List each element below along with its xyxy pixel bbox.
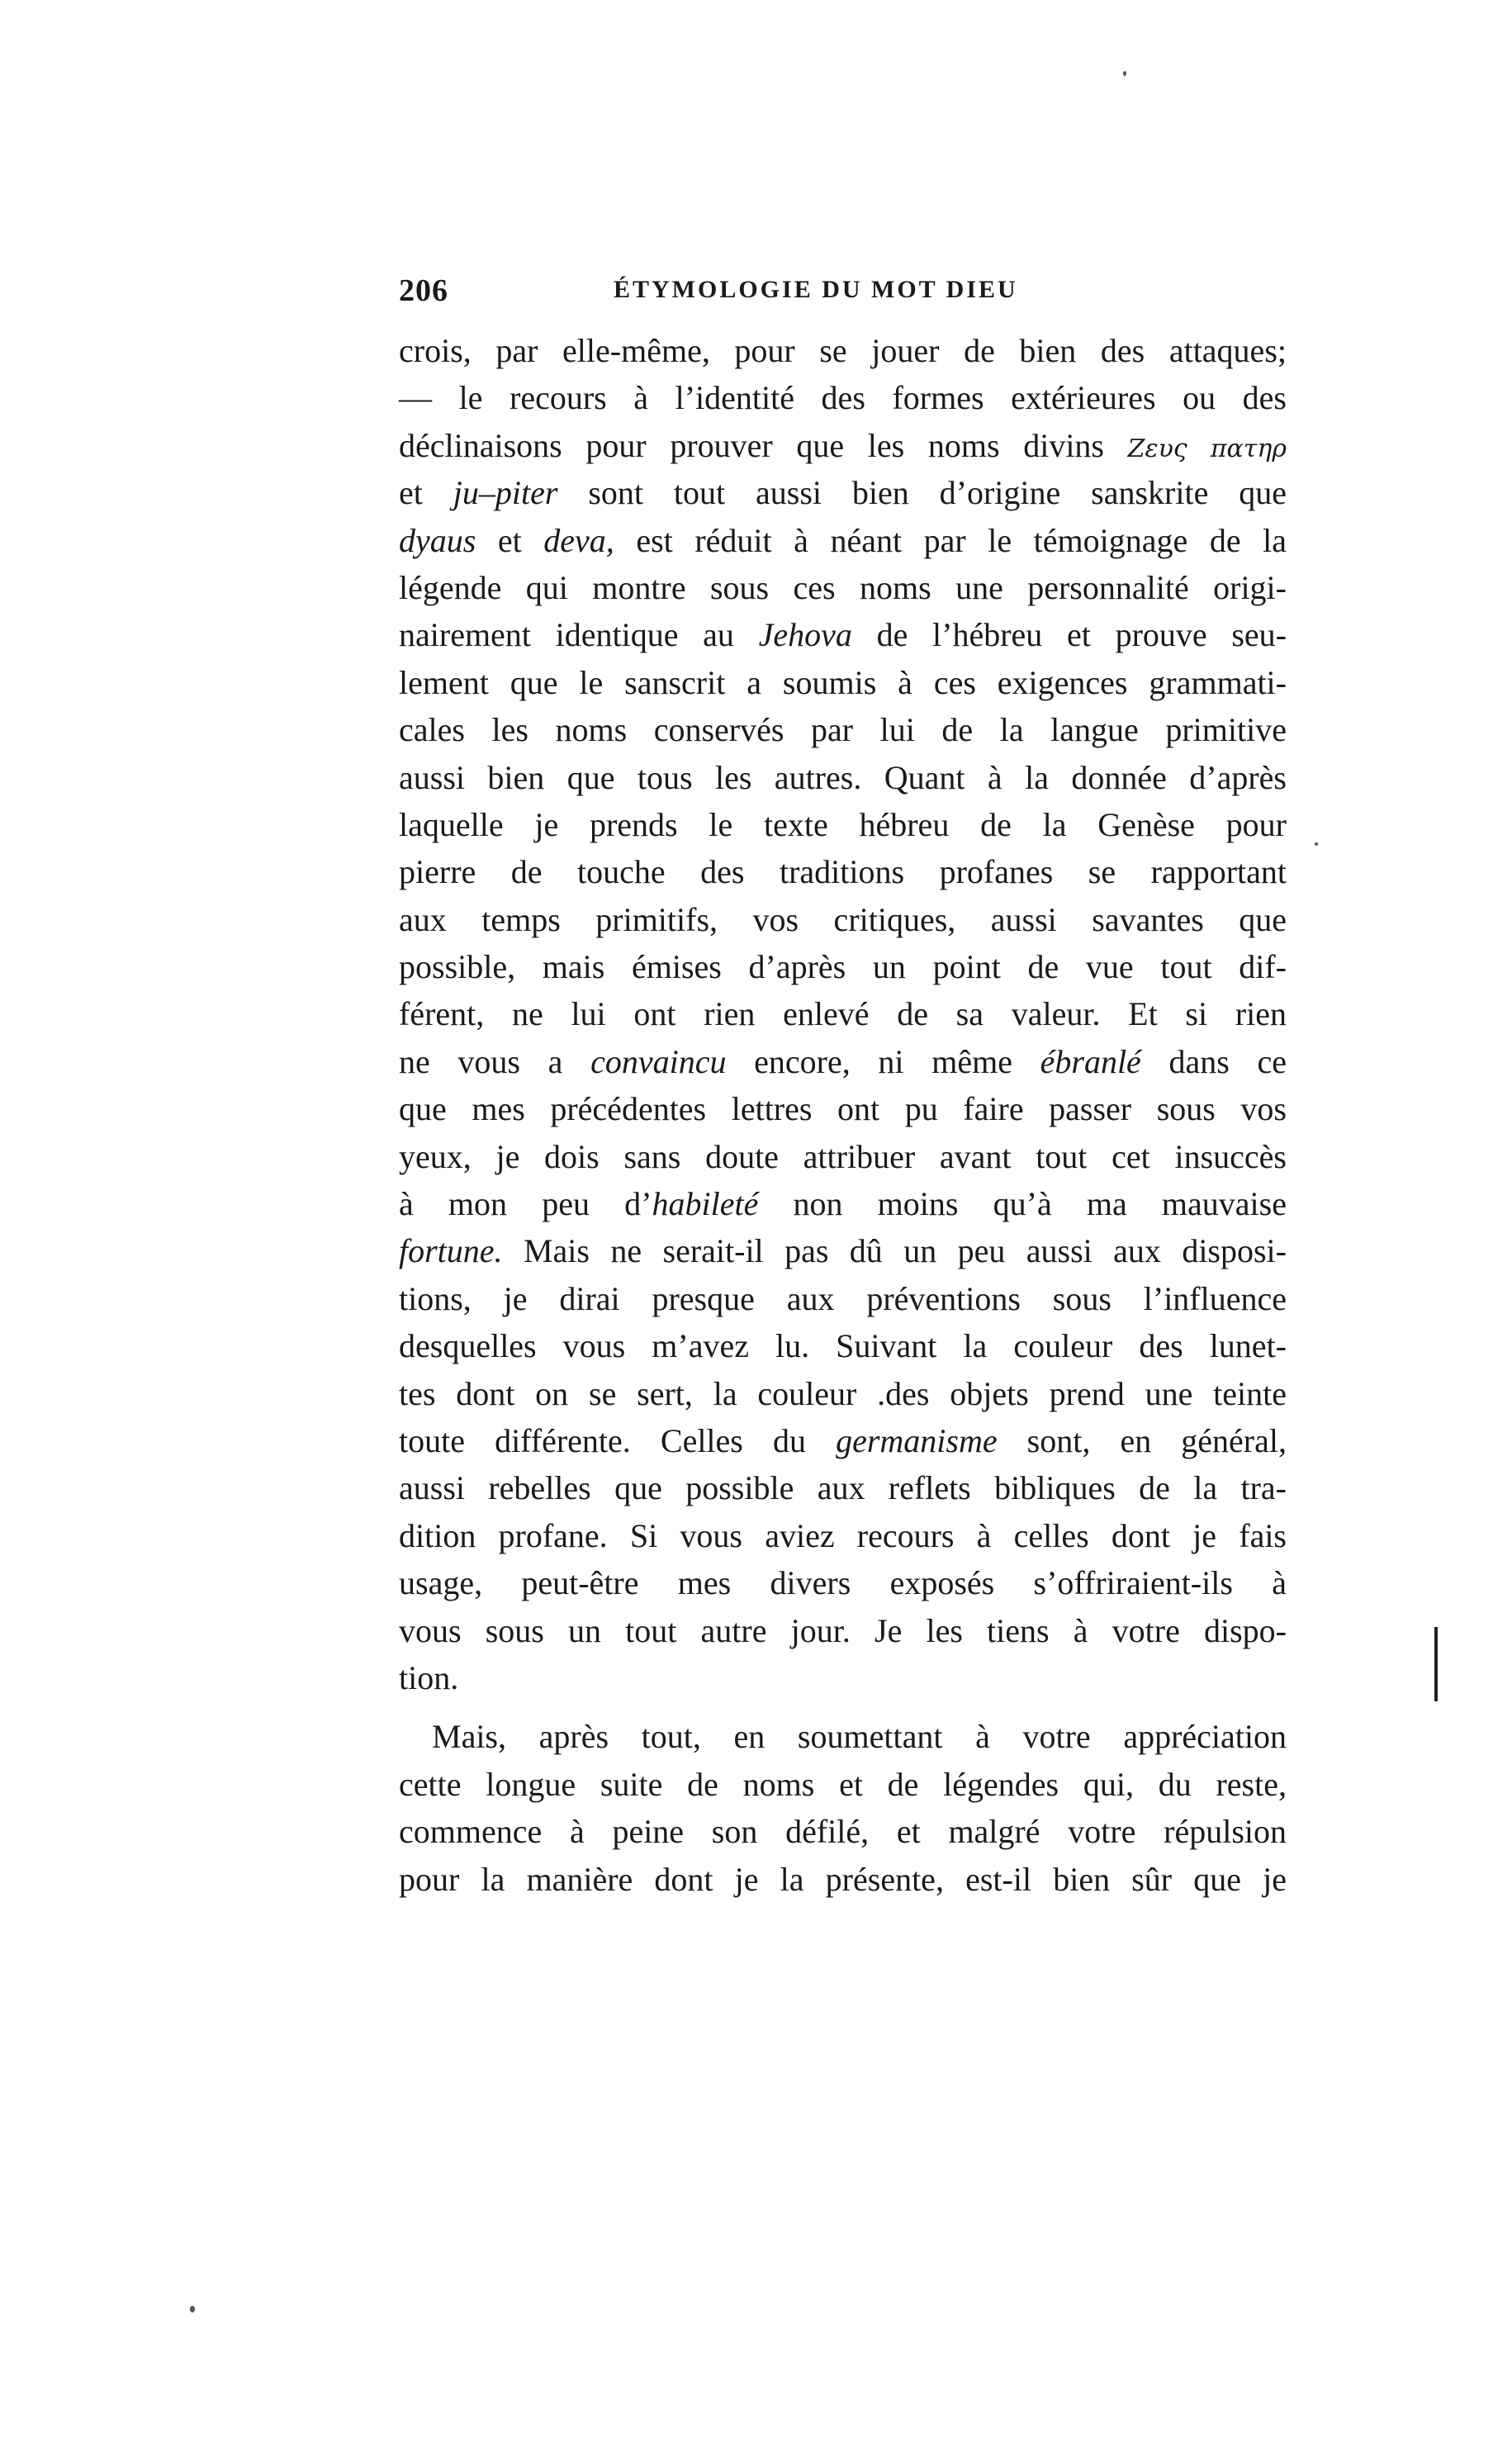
text-segment: déclinaisons pour prouver que les noms divins xyxy=(399,426,1128,464)
ink-speck xyxy=(1315,842,1318,846)
text-segment: à mon peu d’ xyxy=(399,1185,652,1223)
italic-text: dyaus xyxy=(399,521,476,559)
text-segment: ne vous a xyxy=(399,1042,591,1080)
page-number: 206 xyxy=(399,273,448,308)
text-segment: possible, mais émises d’après un point de vue tout dif- xyxy=(399,948,1287,986)
text-segment: dition profane. Si vous aviez recours à celles dont je fais xyxy=(399,1516,1287,1554)
text-segment: cette longue suite de noms et de légendes qui, du reste, xyxy=(399,1765,1287,1803)
text-line xyxy=(399,1808,1287,1855)
text-segment: tions, je dirai presque aux préventions sous l’influence xyxy=(399,1279,1287,1317)
text-line xyxy=(399,848,1287,895)
italic-text: deva, xyxy=(543,521,614,559)
text-line xyxy=(399,1856,1287,1903)
text-segment: pierre de touche des traditions profanes se rapportant xyxy=(399,853,1287,891)
text-segment: tion. xyxy=(399,1658,459,1696)
text-segment: aussi rebelles que possible aux reflets bibliques de la tra- xyxy=(399,1469,1287,1507)
body-text xyxy=(399,327,1287,1903)
text-segment: tes dont on se sert, la couleur .des objets prend une teinte xyxy=(399,1374,1287,1412)
running-head xyxy=(399,273,1287,314)
text-segment: pour la manière dont je la présente, est-il bien sûr que je xyxy=(399,1860,1287,1898)
text-line xyxy=(399,659,1287,706)
text-line xyxy=(399,754,1287,801)
text-line xyxy=(399,327,1287,374)
text-segment: aussi bien que tous les autres. Quant à la donnée d’après xyxy=(399,758,1287,796)
text-segment: férent, ne lui ont rien enlevé de sa valeur. Et si rien xyxy=(399,995,1287,1033)
text-segment: crois, par elle-même, pour se jouer de bien des attaques; xyxy=(399,332,1287,369)
italic-text: ébranlé xyxy=(1040,1042,1141,1080)
italic-text: convaincu xyxy=(590,1042,727,1080)
text-line xyxy=(399,517,1287,564)
text-segment: encore, ni même xyxy=(726,1042,1040,1080)
text-line xyxy=(399,1038,1287,1085)
text-line xyxy=(399,1417,1287,1464)
running-title: ÉTYMOLOGIE DU MOT DIEU xyxy=(614,276,1018,303)
italic-text: ju–piter xyxy=(453,474,558,512)
text-line xyxy=(399,374,1287,421)
text-segment: vous sous un tout autre jour. Je les tiens à votre dispo- xyxy=(399,1611,1287,1649)
text-line xyxy=(399,1275,1287,1322)
text-segment: laquelle je prends le texte hébreu de la Genèse pour xyxy=(399,805,1287,843)
text-line xyxy=(399,1370,1287,1417)
text-line xyxy=(399,1559,1287,1606)
italic-text: germanisme xyxy=(836,1421,998,1459)
text-segment: — le recours à l’identité des formes extérieures ou des xyxy=(399,379,1287,417)
paragraph-gap xyxy=(399,1701,1287,1713)
text-line xyxy=(399,422,1287,469)
text-segment: et xyxy=(476,521,544,559)
text-line xyxy=(399,1654,1287,1701)
text-line xyxy=(399,706,1287,753)
text-segment: légende qui montre sous ces noms une personnalité origi- xyxy=(399,568,1287,606)
text-segment: cales les noms conservés par lui de la langue primitive xyxy=(399,711,1287,749)
text-segment: aux temps primitifs, vos critiques, aussi savantes que xyxy=(399,900,1287,938)
text-line xyxy=(399,469,1287,516)
text-line xyxy=(399,564,1287,611)
text-line xyxy=(399,1133,1287,1180)
text-segment: non moins qu’à ma mauvaise xyxy=(758,1185,1287,1223)
text-line xyxy=(399,1607,1287,1654)
text-segment: desquelles vous m’avez lu. Suivant la couleur des lunet- xyxy=(399,1327,1287,1365)
ink-speck xyxy=(190,2306,195,2312)
text-segment: sont tout aussi bien d’origine sanskrite que xyxy=(557,474,1287,512)
text-segment: Mais, après tout, en soumettant à votre appréciation xyxy=(432,1718,1287,1756)
text-segment: yeux, je dois sans doute attribuer avant tout cet insuccès xyxy=(399,1137,1287,1175)
italic-text: fortune. xyxy=(399,1232,503,1270)
ink-speck xyxy=(1123,71,1126,76)
text-segment: est réduit à néant par le témoignage de la xyxy=(614,521,1287,559)
text-line xyxy=(399,611,1287,658)
italic-text: Jehova xyxy=(758,616,852,654)
text-line xyxy=(399,943,1287,990)
text-line xyxy=(399,1227,1287,1274)
text-segment: et xyxy=(399,474,453,512)
text-segment: lement que le sanscrit a soumis à ces exigences grammati- xyxy=(399,663,1287,701)
text-segment: sont, en général, xyxy=(997,1421,1287,1459)
text-segment: nairement identique au xyxy=(399,616,759,654)
text-segment: toute différente. Celles du xyxy=(399,1421,837,1459)
text-segment: Mais ne serait-il pas dû un peu aussi aux disposi- xyxy=(502,1232,1287,1270)
text-line xyxy=(399,1085,1287,1132)
greek-text: Ζευς πατηρ xyxy=(1127,434,1287,463)
text-segment: de l’hébreu et prouve seu- xyxy=(851,616,1287,654)
text-line xyxy=(399,896,1287,943)
text-segment: dans ce xyxy=(1140,1042,1287,1080)
italic-text: habileté xyxy=(652,1185,759,1223)
margin-rule-mark xyxy=(1434,1627,1438,1701)
text-line xyxy=(399,990,1287,1037)
text-segment: commence à peine son défilé, et malgré votre répulsion xyxy=(399,1813,1287,1851)
text-line xyxy=(399,1322,1287,1369)
text-line xyxy=(399,801,1287,848)
text-line xyxy=(399,1180,1287,1227)
text-line xyxy=(399,1713,1287,1760)
text-segment: que mes précédentes lettres ont pu faire passer sous vos xyxy=(399,1090,1287,1128)
text-line xyxy=(399,1464,1287,1511)
text-segment: usage, peut-être mes divers exposés s’offriraient-ils à xyxy=(399,1564,1287,1602)
text-line xyxy=(399,1512,1287,1559)
text-line xyxy=(399,1761,1287,1808)
